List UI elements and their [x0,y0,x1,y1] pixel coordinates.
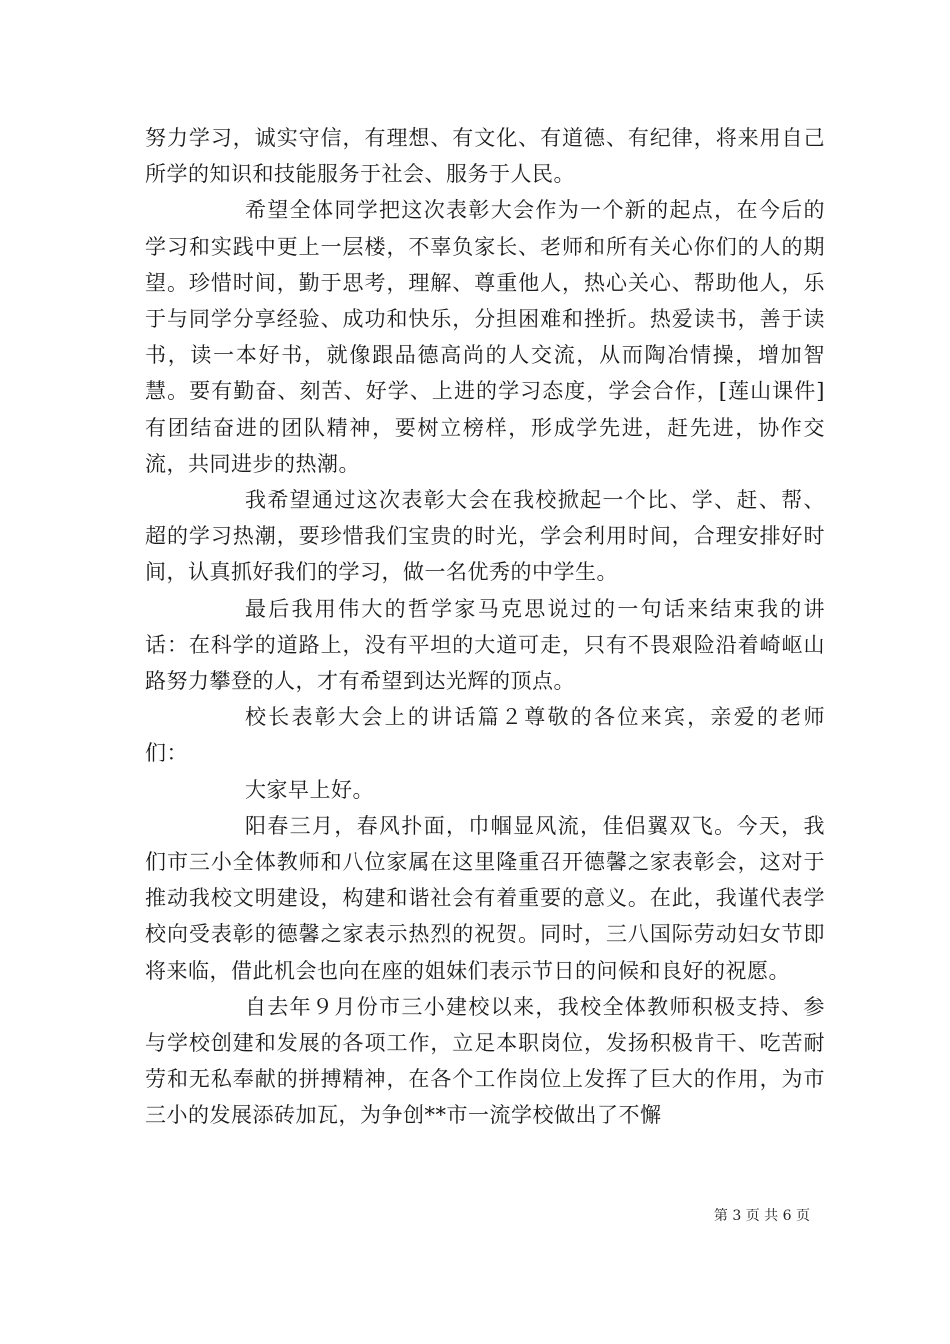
paragraph-greeting: 大家早上好。 [245,777,374,802]
paragraph-speech-two-title: 校长表彰大会上的讲话篇２尊敬的各位来宾，亲爱的老师们： [145,705,825,766]
body-text [145,120,825,1134]
paragraph-study-wave: 我希望通过这次表彰大会在我校掀起一个比、学、赶、帮、超的学习热潮，要珍惜我们宝贵的时光，学会利用时间，合理安排好时间，认真抓好我们的学习，做一名优秀的中学生。 [145,488,825,585]
paragraph-spring-march: 阳春三月，春风扑面，巾帼显风流，佳侣翼双飞。今天，我们市三小全体教师和八位家属在这里隆重召开德馨之家表彰会，这对于推动我校文明建设，构建和谐社会有着重要的意义。在此，我谨代表学校向受表彰的德馨之家表示热烈的祝贺。同时，三八国际劳动妇女节即将来临，借此机会也向在座的姐妹们表示节日的问候和良好的祝愿。 [145,813,825,983]
paragraph-hope-students: 希望全体同学把这次表彰大会作为一个新的起点，在今后的学习和实践中更上一层楼，不辜负家长、老师和所有关心你们的人的期望。珍惜时间，勤于思考，理解、尊重他人，热心关心、帮助他人，乐于与同学分享经验、成功和快乐，分担困难和挫折。热爱读书，善于读书，读一本好书，就像跟品德高尚的人交流，从而陶冶情操，增加智慧。要有勤奋、刻苦、好学、上进的学习态度，学会合作，[莲山课件]有团结奋进的团队精神，要树立榜样，形成学先进，赶先进，协作交流，共同进步的热潮。 [145,198,825,476]
paragraph-marx-quote: 最后我用伟大的哲学家马克思说过的一句话来结束我的讲话：在科学的道路上，没有平坦的大道可走，只有不畏艰险沿着崎岖山路努力攀登的人，才有希望到达光辉的顶点。 [145,596,825,694]
page-number-footer [630,1205,810,1225]
paragraph-continuation: 努力学习，诚实守信，有理想、有文化、有道德、有纪律，将来用自己所学的知识和技能服务于社会、服务于人民。 [145,126,825,187]
page-number-label: 第 3 页 共 6 页 [713,1208,810,1224]
paragraph-since-founding: 自去年９月份市三小建校以来，我校全体教师积极支持、参与学校创建和发展的各项工作，立足本职岗位，发扬积极肯干、吃苦耐劳和无私奉献的拼搏精神，在各个工作岗位上发挥了巨大的作用，为市三小的发展添砖加瓦，为争创**市一流学校做出了不懈 [145,994,825,1128]
